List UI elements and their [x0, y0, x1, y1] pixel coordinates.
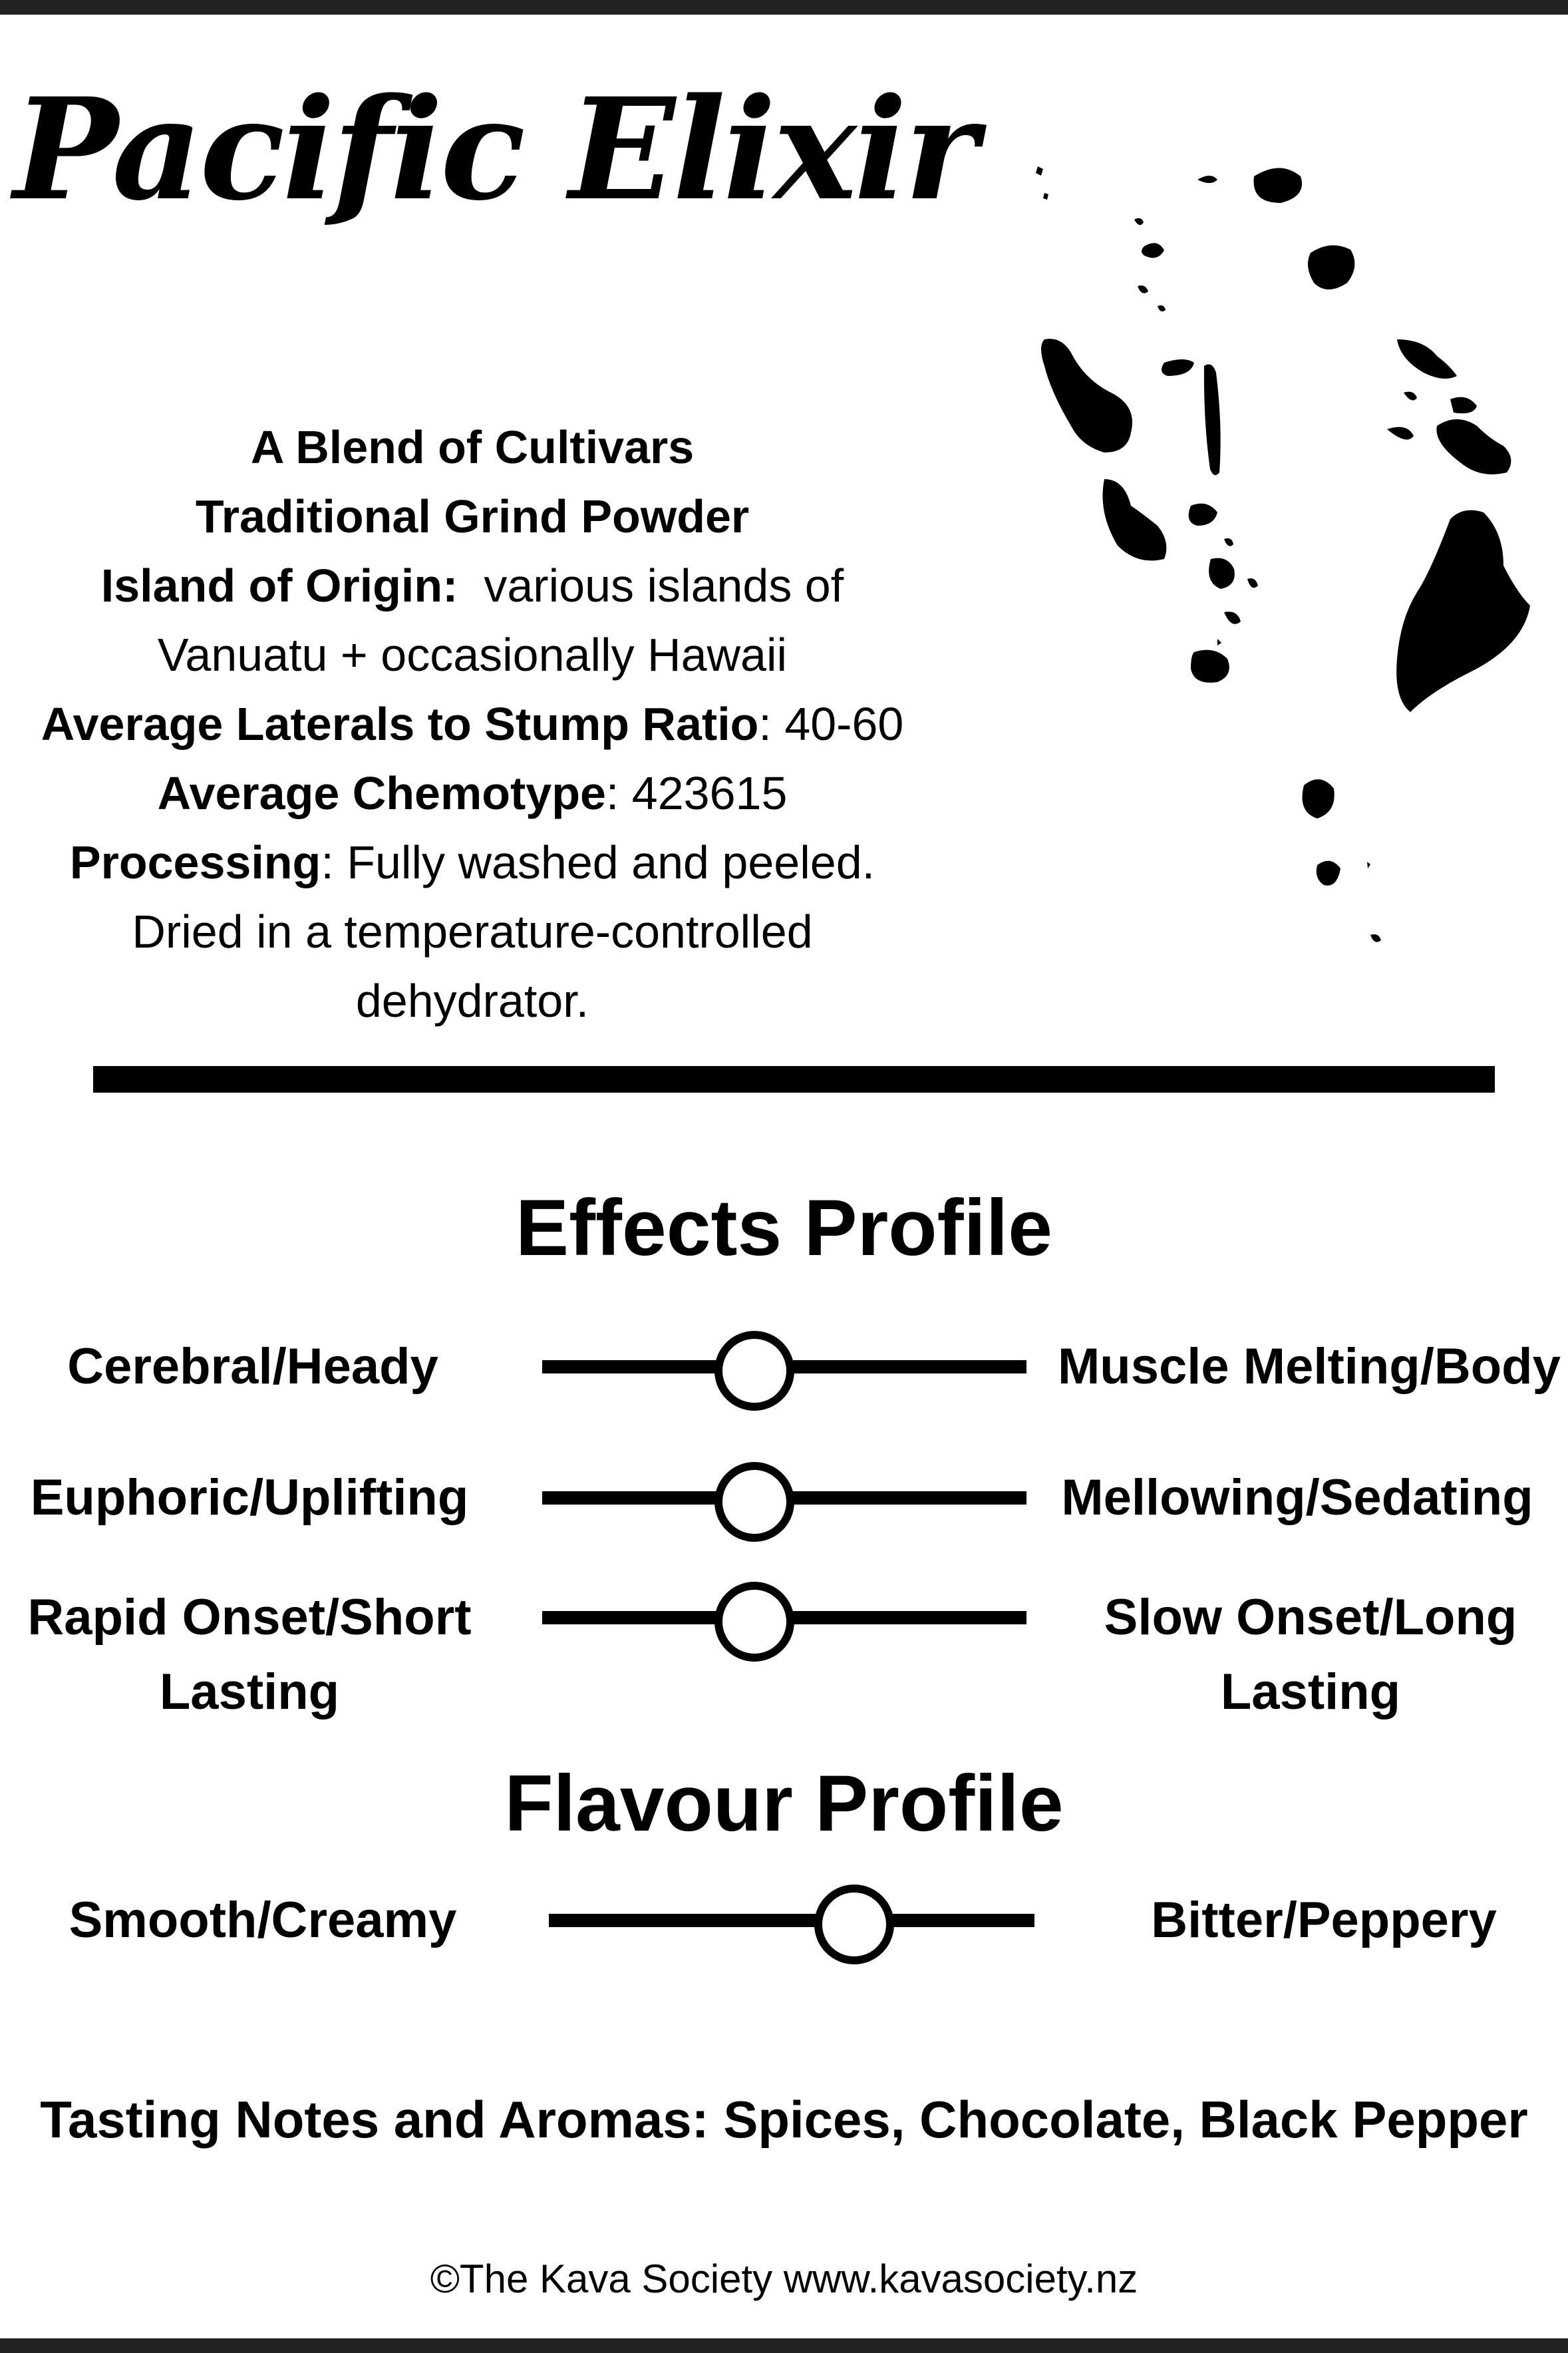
islands-map-icon	[1024, 146, 1530, 978]
processing-value: : Fully washed and peeled.	[321, 836, 875, 888]
flavour-profile-title: Flavour Profile	[504, 1759, 1064, 1848]
effect-left-label	[0, 1580, 499, 1729]
origin-value: various islands of	[484, 560, 844, 612]
processing-value-end: dehydrator.	[355, 975, 589, 1027]
effect-left-label-line2: Lasting	[159, 1664, 340, 1720]
slider-track	[549, 1914, 1034, 1927]
effect-slider	[542, 1580, 1026, 1655]
effect-slider	[542, 1330, 1026, 1404]
flavour-slider	[549, 1883, 1034, 1958]
slider-knob	[714, 1331, 794, 1411]
slider-knob	[814, 1885, 894, 1964]
effect-right-label	[1038, 1580, 1568, 1729]
effect-right-label: Mellowing/Sedating	[1061, 1469, 1533, 1526]
effects-profile-title: Effects Profile	[516, 1183, 1052, 1272]
chemotype-value: : 423615	[605, 767, 788, 819]
effect-slider	[542, 1461, 1026, 1535]
slider-knob	[714, 1582, 794, 1662]
origin-label: Island of Origin:	[100, 560, 458, 612]
effect-right-label-line1: Slow Onset/Long	[1104, 1589, 1517, 1646]
footer-copyright: ©The Kava Society www.kavasociety.nz	[430, 2257, 1138, 2301]
page-title: Pacific Elixir	[13, 67, 976, 232]
processing-label: Processing	[69, 836, 321, 888]
tasting-notes: Tasting Notes and Aromas: Spices, Chocolate, Black Pepper	[40, 2090, 1528, 2149]
effect-right-label: Muscle Melting/Body	[1058, 1338, 1561, 1395]
effect-left-label: Euphoric/Uplifting	[30, 1469, 469, 1526]
blend-text: A Blend of Cultivars	[250, 421, 695, 473]
effect-right-label-line2: Lasting	[1220, 1664, 1401, 1720]
chemotype-label: Average Chemotype	[157, 767, 606, 819]
ratio-value: : 40-60	[758, 698, 904, 750]
ratio-label: Average Laterals to Stump Ratio	[41, 698, 759, 750]
bottom-border	[0, 2338, 1568, 2353]
origin-value-cont: Vanuatu + occasionally Hawaii	[157, 629, 788, 681]
slider-knob	[714, 1462, 794, 1542]
processing-value-cont: Dried in a temperature-controlled	[132, 906, 813, 958]
effect-left-label: Cerebral/Heady	[67, 1338, 438, 1395]
flavour-left-label: Smooth/Creamy	[69, 1892, 457, 1948]
grind-text: Traditional Grind Powder	[195, 490, 750, 542]
top-border	[0, 0, 1568, 15]
section-divider	[93, 1066, 1495, 1093]
effect-left-label-line1: Rapid Onset/Short	[27, 1589, 472, 1646]
flavour-right-label: Bitter/Peppery	[1151, 1892, 1497, 1948]
product-info	[13, 413, 931, 1035]
